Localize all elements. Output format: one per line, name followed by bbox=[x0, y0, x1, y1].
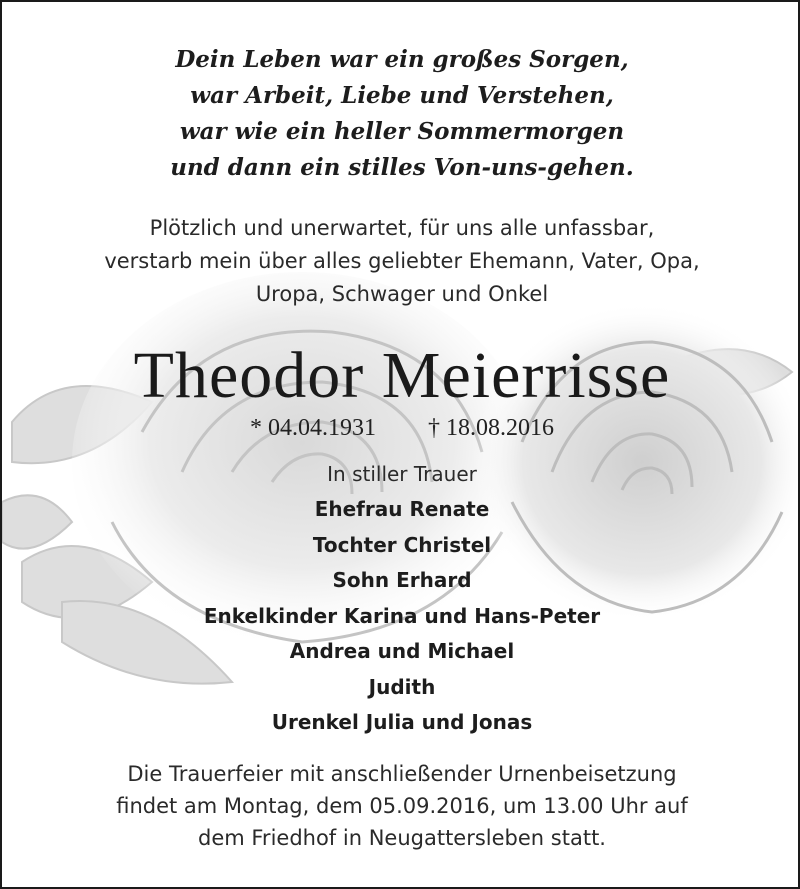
mourner-entry: Andrea und Michael bbox=[289, 639, 515, 663]
poem-line: Dein Leben war ein großes Sorgen, bbox=[175, 46, 629, 73]
mourner-entry: Enkelkinder Karina und Hans-Peter bbox=[203, 603, 601, 628]
funeral-service-info bbox=[2, 758, 800, 854]
announcement-text bbox=[2, 212, 800, 311]
announcement-line: Uropa, Schwager und Onkel bbox=[255, 282, 549, 306]
announcement-line: Plötzlich und unerwartet, für uns alle unfassbar, bbox=[149, 216, 655, 240]
mourner-entry: Urenkel Julia und Jonas bbox=[271, 710, 533, 734]
mourning-label: In stiller Trauer bbox=[327, 462, 477, 486]
mourners-list bbox=[2, 492, 800, 741]
service-line: dem Friedhof in Neugattersleben statt. bbox=[198, 826, 606, 850]
poem-line: und dann ein stilles Von-uns-gehen. bbox=[170, 154, 634, 181]
mourner-entry: Tochter Christel bbox=[312, 532, 492, 557]
mourner-entry: Sohn Erhard bbox=[332, 568, 472, 592]
announcement-line: verstarb mein über alles geliebter Ehemann, Vater, Opa, bbox=[104, 249, 700, 273]
service-line: Die Trauerfeier mit anschließender Urnenbeisetzung bbox=[127, 762, 677, 786]
service-line: findet am Montag, dem 05.09.2016, um 13.00 Uhr auf bbox=[116, 794, 688, 818]
birth-date: * 04.04.1931 bbox=[250, 415, 376, 441]
poem-line: war wie ein heller Sommermorgen bbox=[179, 118, 625, 145]
mourner-entry: Ehefrau Renate bbox=[314, 497, 490, 521]
deceased-name: Theodor Meierrisse bbox=[133, 339, 671, 412]
mourner-entry: Judith bbox=[368, 674, 436, 699]
poem-verse bbox=[2, 42, 800, 186]
death-date: † 18.08.2016 bbox=[428, 415, 554, 441]
poem-line: war Arbeit, Liebe und Verstehen, bbox=[190, 82, 614, 109]
life-dates bbox=[2, 412, 800, 444]
